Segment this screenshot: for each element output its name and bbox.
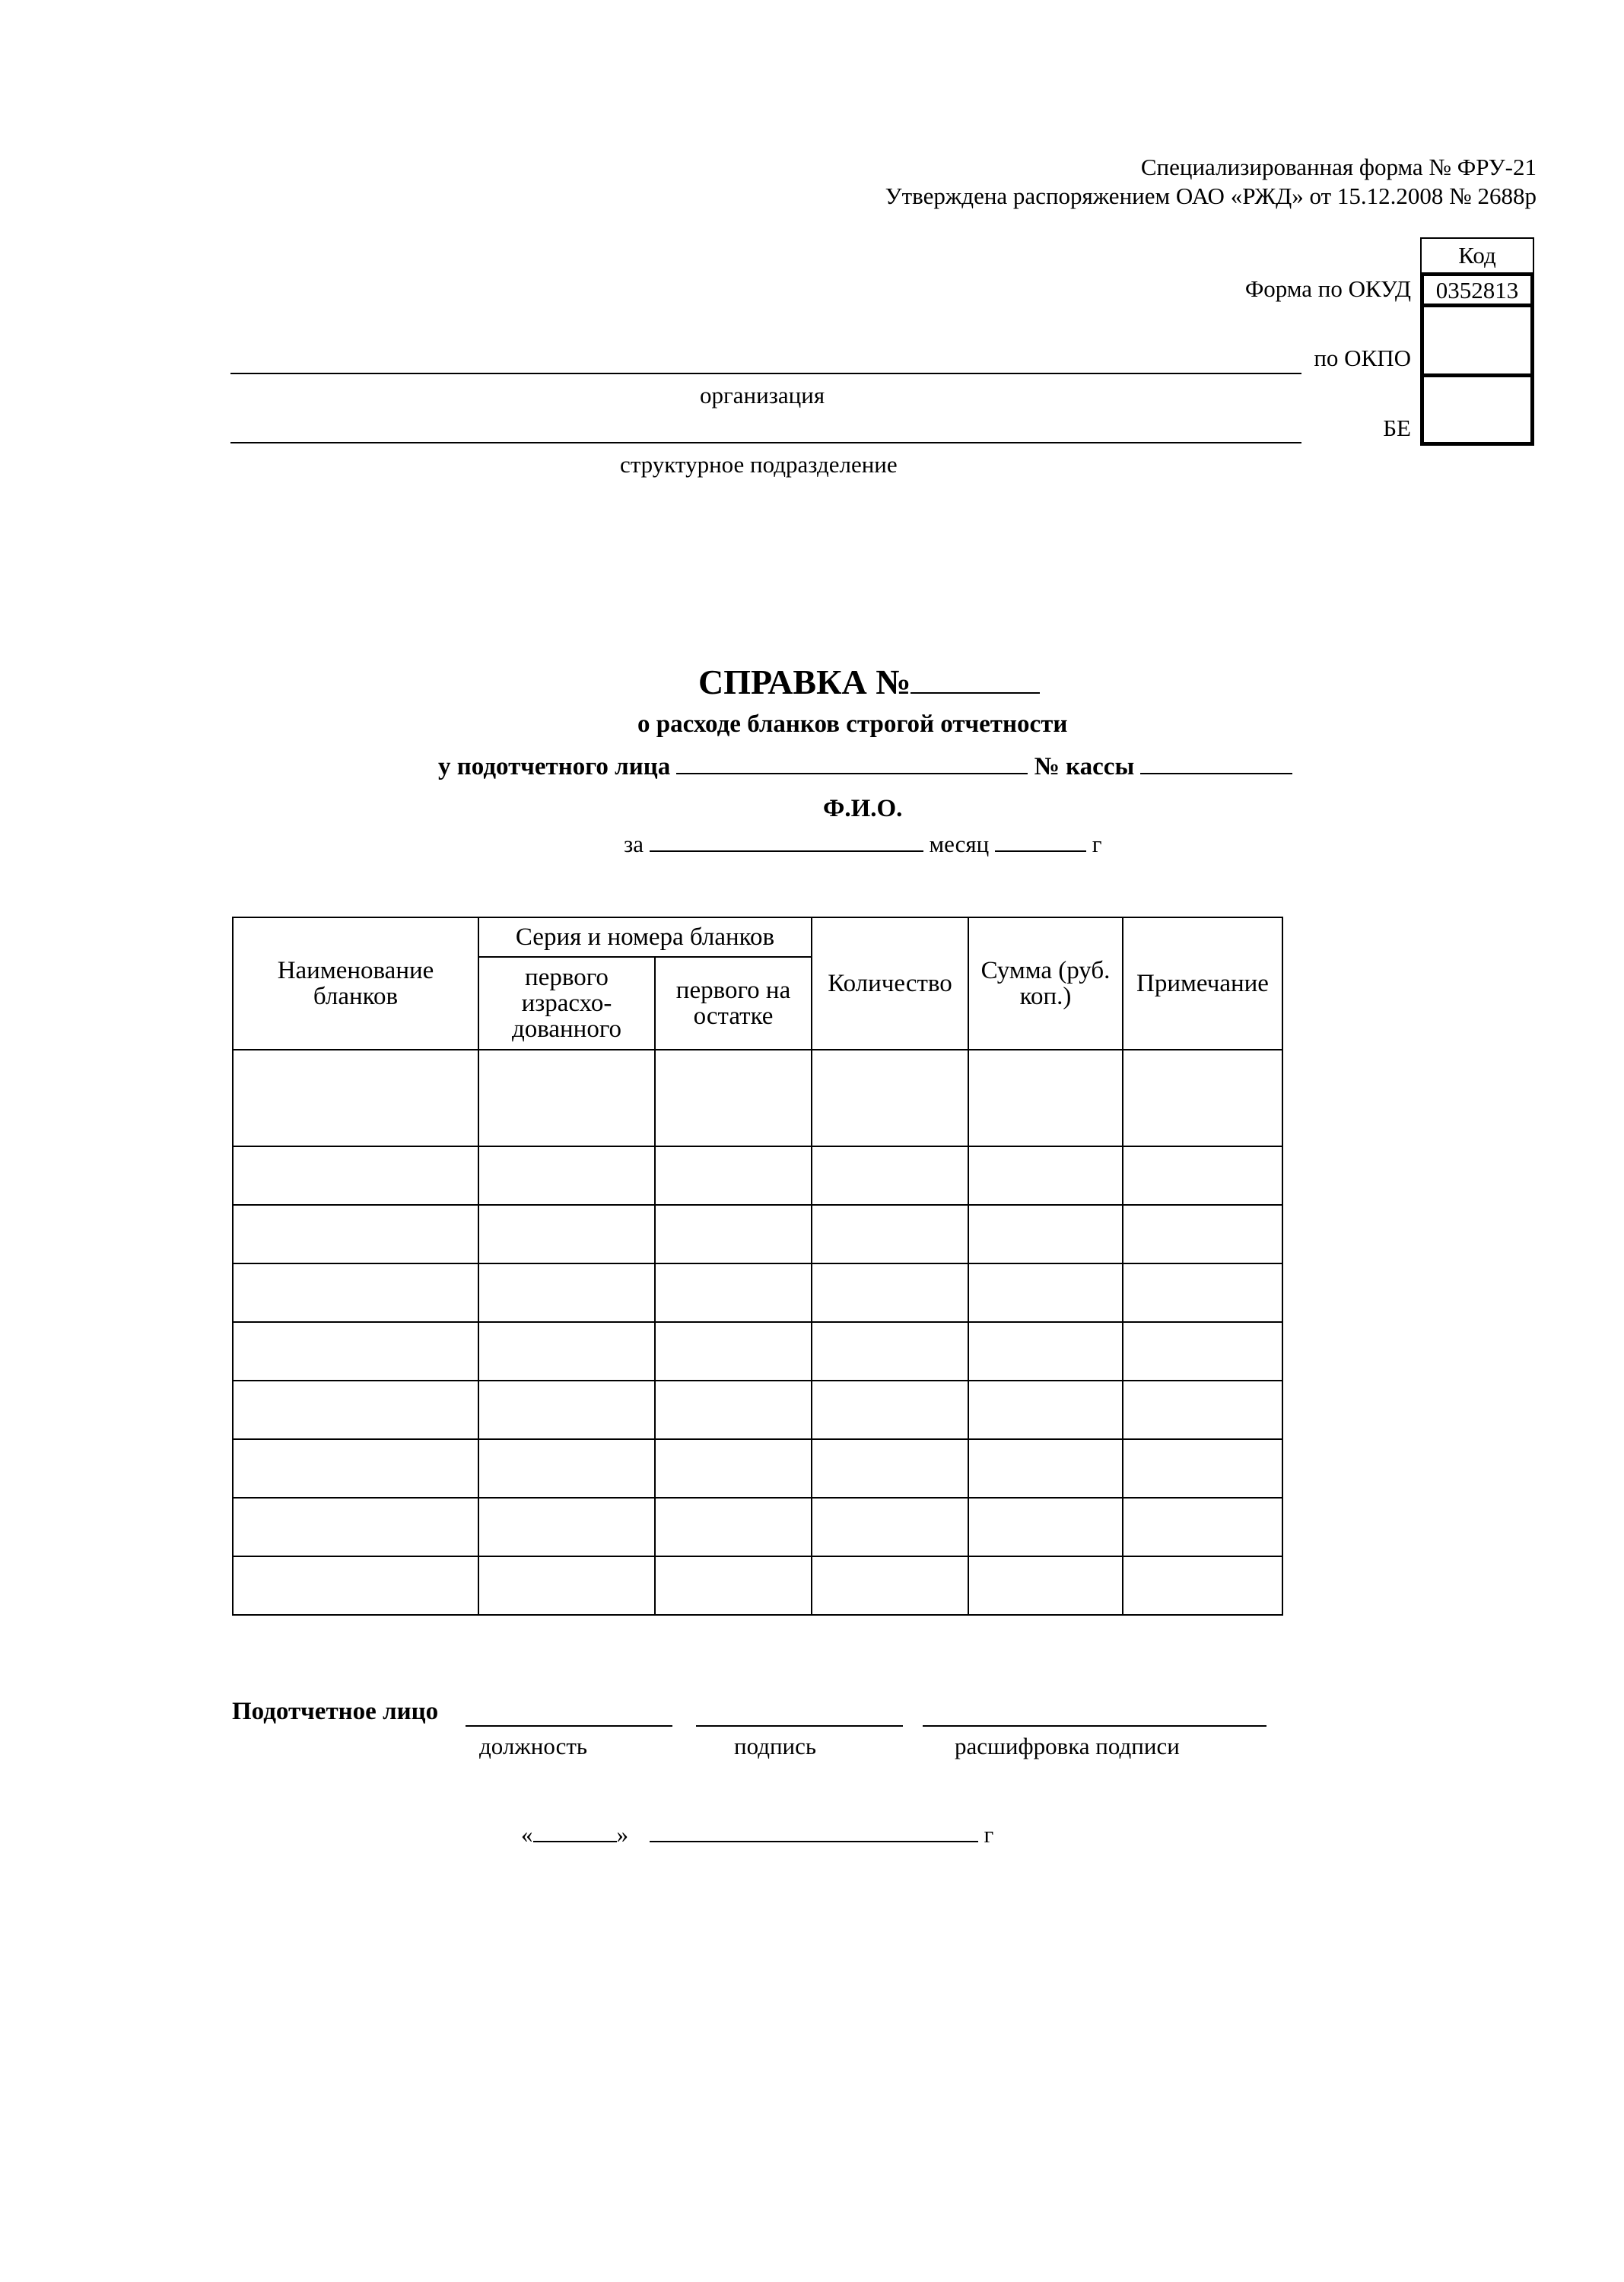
table-cell[interactable]: [478, 1263, 655, 1322]
table-cell[interactable]: [233, 1556, 478, 1615]
table-cell[interactable]: [233, 1205, 478, 1263]
table-cell[interactable]: [1123, 1263, 1282, 1322]
table-cell[interactable]: [478, 1381, 655, 1439]
table-cell[interactable]: [968, 1050, 1123, 1146]
col-quantity-header: Количество: [812, 917, 968, 1050]
table-cell[interactable]: [478, 1146, 655, 1205]
table-cell[interactable]: [968, 1556, 1123, 1615]
table-cell[interactable]: [968, 1498, 1123, 1556]
cash-label: № кассы: [1034, 753, 1135, 780]
table-cell[interactable]: [233, 1439, 478, 1498]
person-line: [438, 753, 1292, 781]
date-year-suffix: г: [984, 1821, 994, 1848]
date-line: [521, 1821, 993, 1848]
table-cell[interactable]: [655, 1205, 812, 1263]
col-name-header: Наименование бланков: [233, 917, 478, 1050]
table-cell[interactable]: [812, 1205, 968, 1263]
table-cell[interactable]: [812, 1381, 968, 1439]
table-cell[interactable]: [1123, 1050, 1282, 1146]
organization-line[interactable]: [230, 373, 1301, 374]
table-cell[interactable]: [478, 1498, 655, 1556]
table-cell[interactable]: [655, 1439, 812, 1498]
position-caption: должность: [479, 1733, 588, 1759]
table-row: [233, 1498, 1282, 1556]
okud-code-field[interactable]: 0352813: [1420, 272, 1534, 307]
table-row: [233, 1146, 1282, 1205]
col-sum-header: Сумма (руб. коп.): [968, 917, 1123, 1050]
table-cell[interactable]: [655, 1050, 812, 1146]
page-title: [698, 662, 1040, 702]
person-name-field[interactable]: [676, 773, 1028, 774]
table-cell[interactable]: [812, 1322, 968, 1381]
position-line[interactable]: [466, 1725, 672, 1727]
period-line: [624, 831, 1102, 858]
table-cell[interactable]: [233, 1263, 478, 1322]
period-month-label: месяц: [929, 831, 990, 857]
table-cell[interactable]: [812, 1050, 968, 1146]
month-field[interactable]: [995, 850, 1086, 852]
table-cell[interactable]: [968, 1322, 1123, 1381]
col-series-header: Серия и номера бланков: [478, 917, 812, 957]
certificate-number-field[interactable]: [911, 692, 1040, 694]
signature-line[interactable]: [696, 1725, 903, 1727]
forms-table: [232, 917, 1283, 1616]
table-cell[interactable]: [812, 1263, 968, 1322]
table-cell[interactable]: [812, 1146, 968, 1205]
division-caption: структурное подразделение: [620, 451, 898, 478]
okud-label: Форма по ОКУД: [1244, 275, 1411, 302]
table-cell[interactable]: [1123, 1439, 1282, 1498]
table-cell[interactable]: [1123, 1556, 1282, 1615]
division-line[interactable]: [230, 442, 1301, 443]
fio-caption: Ф.И.О.: [823, 795, 903, 822]
period-prefix: за: [624, 831, 644, 857]
table-cell[interactable]: [812, 1439, 968, 1498]
form-number: Специализированная форма № ФРУ-21: [1140, 154, 1537, 180]
be-label: БЕ: [1383, 415, 1411, 441]
code-header: Код: [1420, 237, 1534, 272]
table-cell[interactable]: [1123, 1381, 1282, 1439]
table-cell[interactable]: [233, 1050, 478, 1146]
col-first-remaining-header: первого на остатке: [655, 957, 812, 1050]
table-cell[interactable]: [1123, 1498, 1282, 1556]
table-cell[interactable]: [812, 1498, 968, 1556]
subtitle: о расходе бланков строгой отчетности: [637, 710, 1068, 738]
be-code-field[interactable]: [1420, 377, 1534, 446]
table-cell[interactable]: [478, 1205, 655, 1263]
table-cell[interactable]: [233, 1146, 478, 1205]
table-cell[interactable]: [655, 1556, 812, 1615]
table-cell[interactable]: [968, 1146, 1123, 1205]
table-cell[interactable]: [1123, 1146, 1282, 1205]
title-text: СПРАВКА №: [698, 663, 911, 701]
table-cell[interactable]: [655, 1146, 812, 1205]
table-cell[interactable]: [655, 1498, 812, 1556]
table-cell[interactable]: [655, 1322, 812, 1381]
table-cell[interactable]: [478, 1556, 655, 1615]
table-cell[interactable]: [655, 1263, 812, 1322]
signature-caption: подпись: [734, 1733, 817, 1759]
table-cell[interactable]: [1123, 1205, 1282, 1263]
table-cell[interactable]: [233, 1498, 478, 1556]
table-row: [233, 1381, 1282, 1439]
table-cell[interactable]: [655, 1381, 812, 1439]
table-cell[interactable]: [233, 1322, 478, 1381]
okpo-label: по ОКПО: [1314, 345, 1411, 371]
person-prefix: у подотчетного лица: [438, 753, 671, 780]
date-open-quote: «: [521, 1821, 533, 1848]
table-row: [233, 1439, 1282, 1498]
table-cell[interactable]: [478, 1050, 655, 1146]
table-cell[interactable]: [478, 1322, 655, 1381]
signature-label: Подотчетное лицо: [232, 1698, 439, 1725]
okpo-code-field[interactable]: [1420, 307, 1534, 377]
table-cell[interactable]: [812, 1556, 968, 1615]
col-first-used-header: первого израсхо-дованного: [478, 957, 655, 1050]
table-cell[interactable]: [968, 1381, 1123, 1439]
day-field[interactable]: [533, 1841, 617, 1842]
approval-note: Утверждена распоряжением ОАО «РЖД» от 15.12.2008 № 2688р: [885, 183, 1537, 209]
col-note-header: Примечание: [1123, 917, 1282, 1050]
table-cell[interactable]: [1123, 1322, 1282, 1381]
cash-number-field[interactable]: [1140, 773, 1292, 774]
table-row: [233, 1322, 1282, 1381]
table-cell[interactable]: [968, 1439, 1123, 1498]
table-cell[interactable]: [968, 1205, 1123, 1263]
decoding-caption: расшифровка подписи: [955, 1733, 1180, 1759]
period-year-label: г: [1092, 831, 1102, 857]
table-cell[interactable]: [478, 1439, 655, 1498]
table-cell[interactable]: [968, 1263, 1123, 1322]
table-row: [233, 1050, 1282, 1146]
table-row: [233, 1263, 1282, 1322]
date-close-quote: »: [616, 1821, 628, 1848]
code-box: [1420, 237, 1534, 446]
organization-caption: организация: [700, 382, 825, 408]
table-cell[interactable]: [233, 1381, 478, 1439]
month-year-field[interactable]: [650, 1841, 978, 1842]
period-field[interactable]: [650, 850, 923, 852]
table-row: [233, 1205, 1282, 1263]
decoding-line[interactable]: [923, 1725, 1266, 1727]
table-row: [233, 1556, 1282, 1615]
